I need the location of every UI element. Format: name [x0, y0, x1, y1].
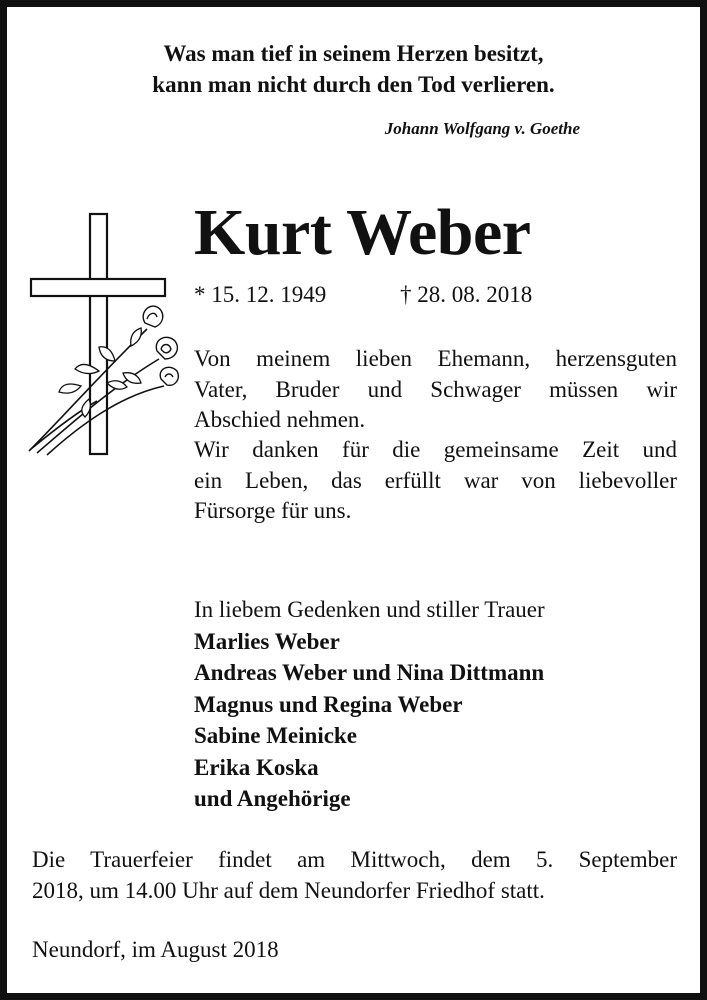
service-line-1: Die Trauerfeier findet am Mittwoch, dem 5. September	[32, 847, 677, 872]
thanks-line: ein Leben, das erfüllt war von liebevoller	[194, 467, 677, 493]
quote	[7, 38, 700, 100]
mourner-name: Sabine Meinicke	[194, 723, 357, 748]
mourner-name: Marlies Weber	[194, 628, 340, 654]
farewell-paragraph	[194, 344, 677, 436]
mourner-name: und Angehörige	[194, 786, 351, 811]
birth-date: * 15. 12. 1949	[194, 282, 327, 307]
thanks-paragraph	[194, 435, 677, 527]
farewell-line: Vater, Bruder und Schwager müssen wir	[194, 376, 677, 402]
mourner-name: Erika Koska	[194, 754, 319, 780]
place-and-date: Neundorf, im August 2018	[32, 937, 279, 962]
quote-author: Johann Wolfgang v. Goethe	[384, 119, 580, 138]
deceased-name: Kurt Weber	[194, 196, 531, 269]
mourners-intro: In liebem Gedenken und stiller Trauer	[194, 597, 545, 622]
death-date: † 28. 08. 2018	[400, 282, 533, 307]
farewell-line: Abschied nehmen.	[194, 407, 366, 432]
mourner-name: Magnus und Regina Weber	[194, 691, 463, 717]
service-line-2: 2018, um 14.00 Uhr auf dem Neundorfer Friedhof statt.	[32, 878, 545, 903]
thanks-line: Fürsorge für uns.	[194, 498, 352, 523]
funeral-service-info	[32, 844, 677, 906]
cross-with-roses-icon	[19, 211, 189, 461]
mourner-name: Andreas Weber und Nina Dittmann	[194, 660, 545, 685]
thanks-line: Wir danken für die gemeinsame Zeit und	[194, 437, 677, 462]
mourners-list	[194, 594, 545, 815]
farewell-line: Von meinem lieben Ehemann, herzensguten	[194, 346, 677, 371]
life-dates	[194, 280, 533, 310]
quote-line-2: kann man nicht durch den Tod verlieren.	[152, 72, 555, 97]
quote-line-1: Was man tief in seinem Herzen besitzt,	[163, 41, 544, 66]
